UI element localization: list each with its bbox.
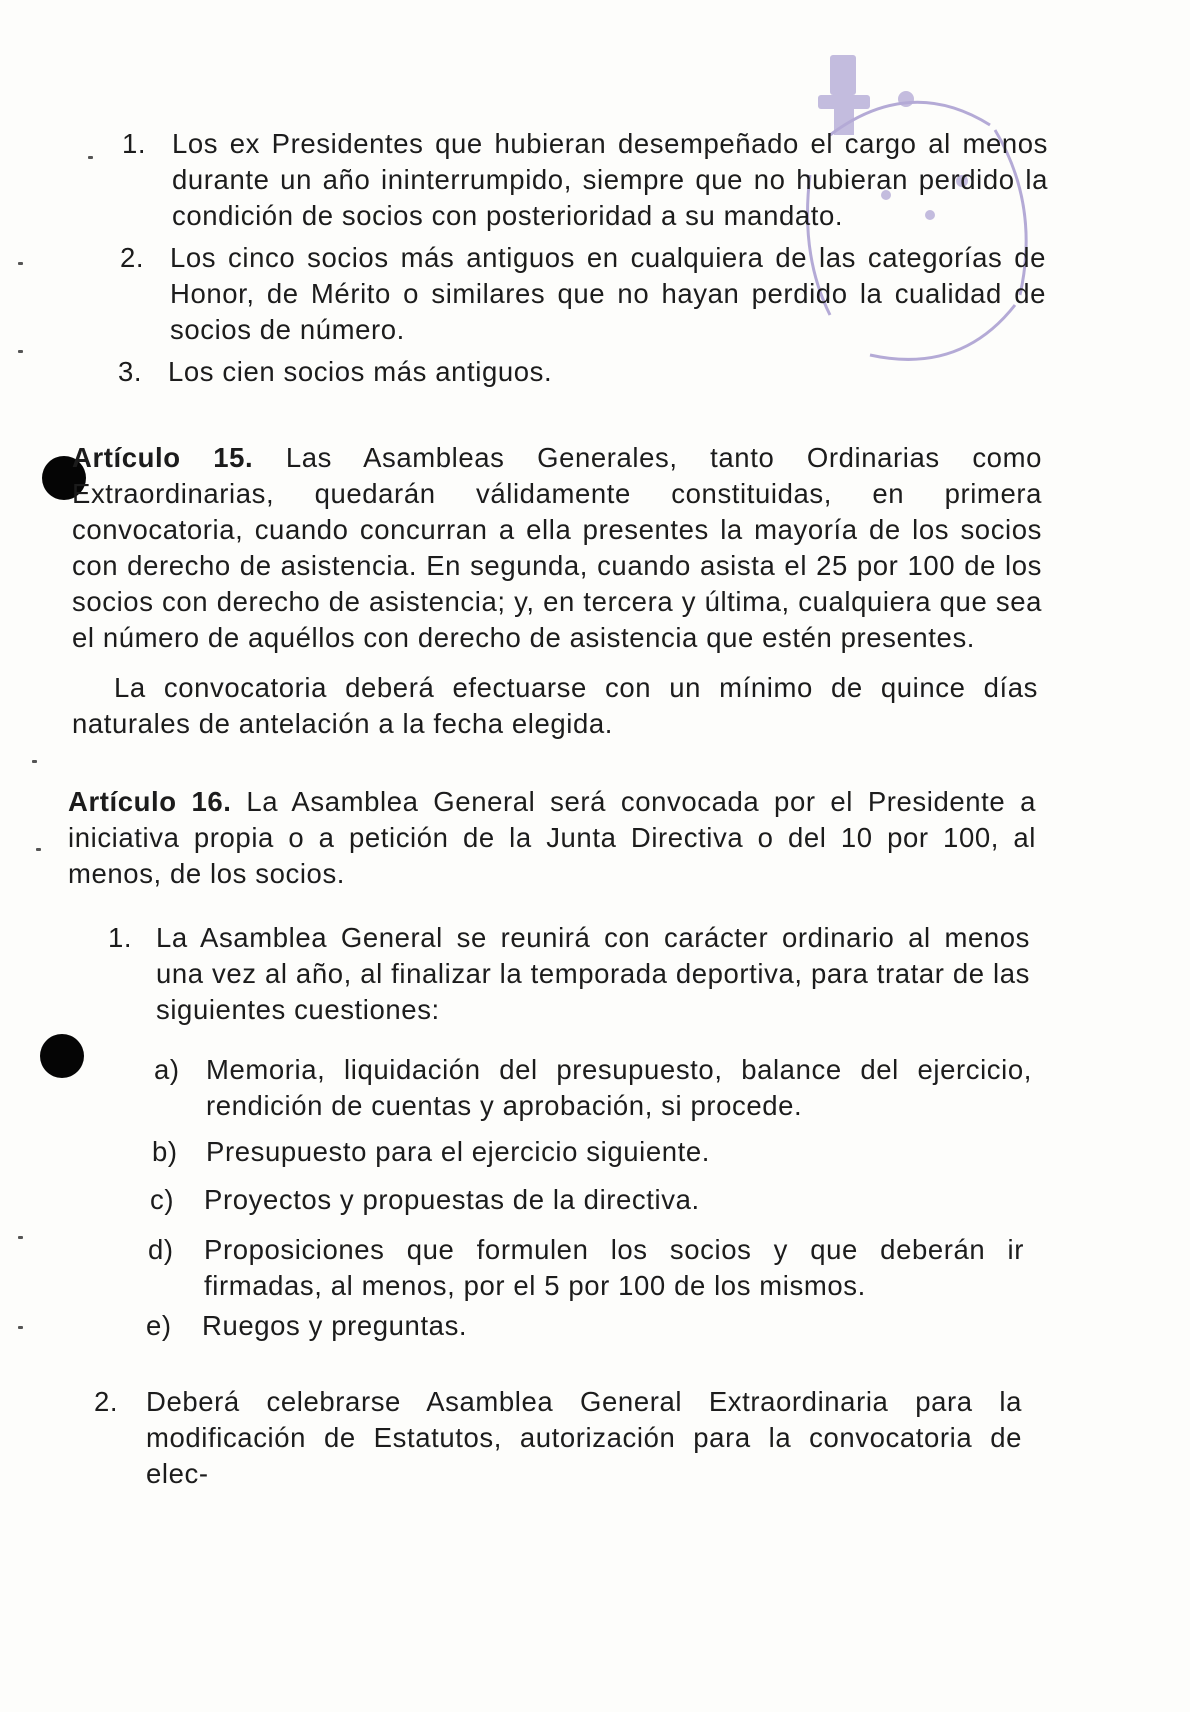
article-15-heading: Artículo 15. (72, 442, 254, 473)
subitem-text: Presupuesto para el ejercicio siguiente. (206, 1136, 711, 1167)
subitem-text: Proposiciones que formulen los socios y que deberán ir firmadas, al menos, por el 5 por 100 de los mismos. (204, 1234, 1024, 1301)
margin-speck (18, 262, 23, 265)
margin-speck (18, 1236, 23, 1239)
margin-speck (88, 156, 93, 159)
list1-item-text: Los cinco socios más antiguos en cualquiera de las categorías de Honor, de Mérito o similares que no hayan perdido la cualidad de socios de número. (170, 242, 1046, 345)
list1-item-number: 3. (118, 356, 143, 387)
subitem-text: Memoria, liquidación del presupuesto, balance del ejercicio, rendición de cuentas y aprobación, si procede. (206, 1054, 1032, 1121)
subitem-text: Ruegos y preguntas. (202, 1310, 468, 1341)
article-15-para2-text: La convocatoria deberá efectuarse con un mínimo de quince días naturales de antelación a la fecha elegida. (72, 672, 1038, 739)
subitem-letter: b) (152, 1136, 178, 1167)
list1-item-number: 2. (120, 242, 145, 273)
subitem-letter: e) (146, 1310, 172, 1341)
article-15-second-paragraph (72, 670, 1038, 742)
list1-item-text: Los cien socios más antiguos. (168, 356, 553, 387)
article-15-text: Las Asambleas Generales, tanto Ordinarias como Extraordinarias, quedarán válidamente constituidas, en primera convocatoria, cuando concurran a ella presentes la mayoría de los socios con derecho de asistencia. En segunda, cuando asista el 25 por 100 de los socios con derecho de asistencia; y, en tercera y última, cualquiera que sea el número de aquéllos con derecho de asistencia que estén presentes. (72, 442, 1042, 653)
subitem-letter: d) (148, 1234, 174, 1265)
margin-speck (18, 350, 23, 353)
article-16-item-number: 1. (108, 922, 133, 953)
subitem-letter: a) (154, 1054, 180, 1085)
margin-speck (18, 1326, 23, 1329)
margin-speck (32, 760, 37, 763)
punch-hole-bottom (40, 1034, 84, 1078)
subitem-letter: c) (150, 1184, 175, 1215)
article-16-heading: Artículo 16. (68, 786, 232, 817)
article-16-text: La Asamblea General será convocada por el Presidente a iniciativa propia o a petición de la Junta Directiva o del 10 por 100, al menos, de los socios. (68, 786, 1036, 889)
margin-speck (36, 848, 41, 851)
list1-item-text: Los ex Presidentes que hubieran desempeñado el cargo al menos durante un año ininterrumpido, siempre que no hubieran perdido la condición de socios con posterioridad a su mandato. (172, 128, 1048, 231)
subitem-text: Proyectos y propuestas de la directiva. (204, 1184, 700, 1215)
article-15-paragraph (72, 440, 1042, 656)
list1-item-number: 1. (122, 128, 147, 159)
article-16-item-number: 2. (94, 1386, 119, 1417)
article-16-item-text: Deberá celebrarse Asamblea General Extraordinaria para la modificación de Estatutos, autorización para la convocatoria de elec- (146, 1386, 1022, 1489)
article-16-paragraph (68, 784, 1036, 892)
article-16-item-text: La Asamblea General se reunirá con carácter ordinario al menos una vez al año, al finalizar la temporada deportiva, para tratar de las siguientes cuestiones: (156, 922, 1030, 1025)
